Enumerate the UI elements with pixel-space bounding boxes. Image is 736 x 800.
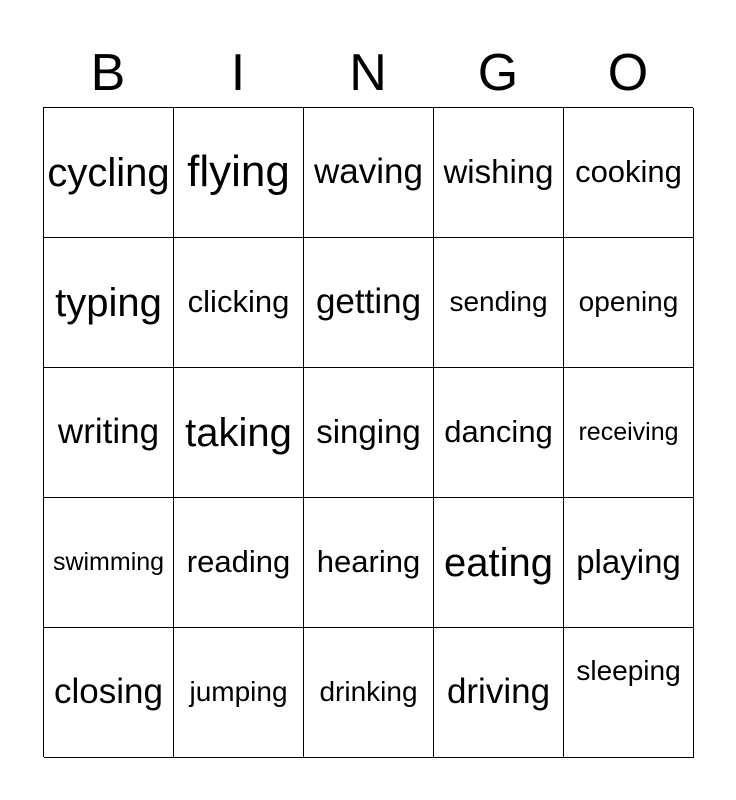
cell-word: cycling — [47, 150, 170, 195]
cell-word: writing — [57, 412, 160, 452]
cell-word: typing — [55, 280, 162, 325]
cell-word: sleeping — [576, 655, 681, 686]
bingo-cell[interactable] — [44, 498, 174, 628]
cell-word: eating — [444, 540, 553, 585]
bingo-cell[interactable] — [564, 628, 694, 758]
cell-word: opening — [578, 286, 679, 318]
bingo-cell[interactable] — [564, 108, 694, 238]
cell-word: taking — [185, 410, 292, 455]
bingo-cell[interactable] — [434, 108, 564, 238]
cell-word: flying — [187, 147, 290, 197]
bingo-cell[interactable] — [434, 368, 564, 498]
header-letter-g: G — [477, 44, 519, 102]
bingo-cell[interactable] — [174, 238, 304, 368]
bingo-cell[interactable] — [44, 368, 174, 498]
bingo-cell[interactable] — [304, 628, 434, 758]
cell-word: closing — [54, 672, 163, 712]
header-letter-b: B — [90, 44, 126, 102]
cell-word: singing — [316, 413, 421, 451]
bingo-cell[interactable] — [174, 498, 304, 628]
bingo-cell[interactable] — [434, 498, 564, 628]
bingo-cell[interactable] — [434, 628, 564, 758]
cell-word: hearing — [316, 544, 421, 580]
header-letter-i: I — [230, 44, 246, 102]
cell-word: getting — [315, 282, 422, 322]
bingo-cell[interactable] — [174, 628, 304, 758]
cell-word: clicking — [187, 284, 290, 320]
bingo-cell[interactable] — [44, 238, 174, 368]
bingo-cell[interactable] — [564, 238, 694, 368]
cell-word: receiving — [578, 417, 679, 446]
bingo-cell[interactable] — [304, 108, 434, 238]
bingo-cell[interactable] — [434, 238, 564, 368]
bingo-cell[interactable] — [304, 238, 434, 368]
bingo-cell[interactable] — [174, 368, 304, 498]
cell-word: swimming — [52, 547, 165, 576]
bingo-cell[interactable] — [44, 108, 174, 238]
bingo-cell[interactable] — [564, 498, 694, 628]
cell-word: driving — [446, 672, 551, 712]
bingo-cell[interactable] — [304, 498, 434, 628]
bingo-cell[interactable] — [564, 368, 694, 498]
cell-word: wishing — [443, 153, 554, 191]
cell-word: reading — [186, 544, 291, 580]
cell-word: jumping — [189, 676, 288, 708]
header-letter-n: N — [349, 44, 387, 102]
cell-word: drinking — [319, 676, 418, 708]
bingo-board — [43, 107, 693, 757]
cell-word: playing — [576, 543, 681, 581]
bingo-cell[interactable] — [174, 108, 304, 238]
cell-word: waving — [314, 152, 423, 192]
bingo-cell[interactable] — [44, 628, 174, 758]
cell-word: dancing — [444, 414, 553, 450]
bingo-header — [43, 38, 693, 108]
bingo-cell[interactable] — [304, 368, 434, 498]
cell-word: sending — [449, 286, 548, 318]
cell-word: cooking — [575, 154, 682, 190]
header-letter-o: O — [607, 44, 649, 102]
